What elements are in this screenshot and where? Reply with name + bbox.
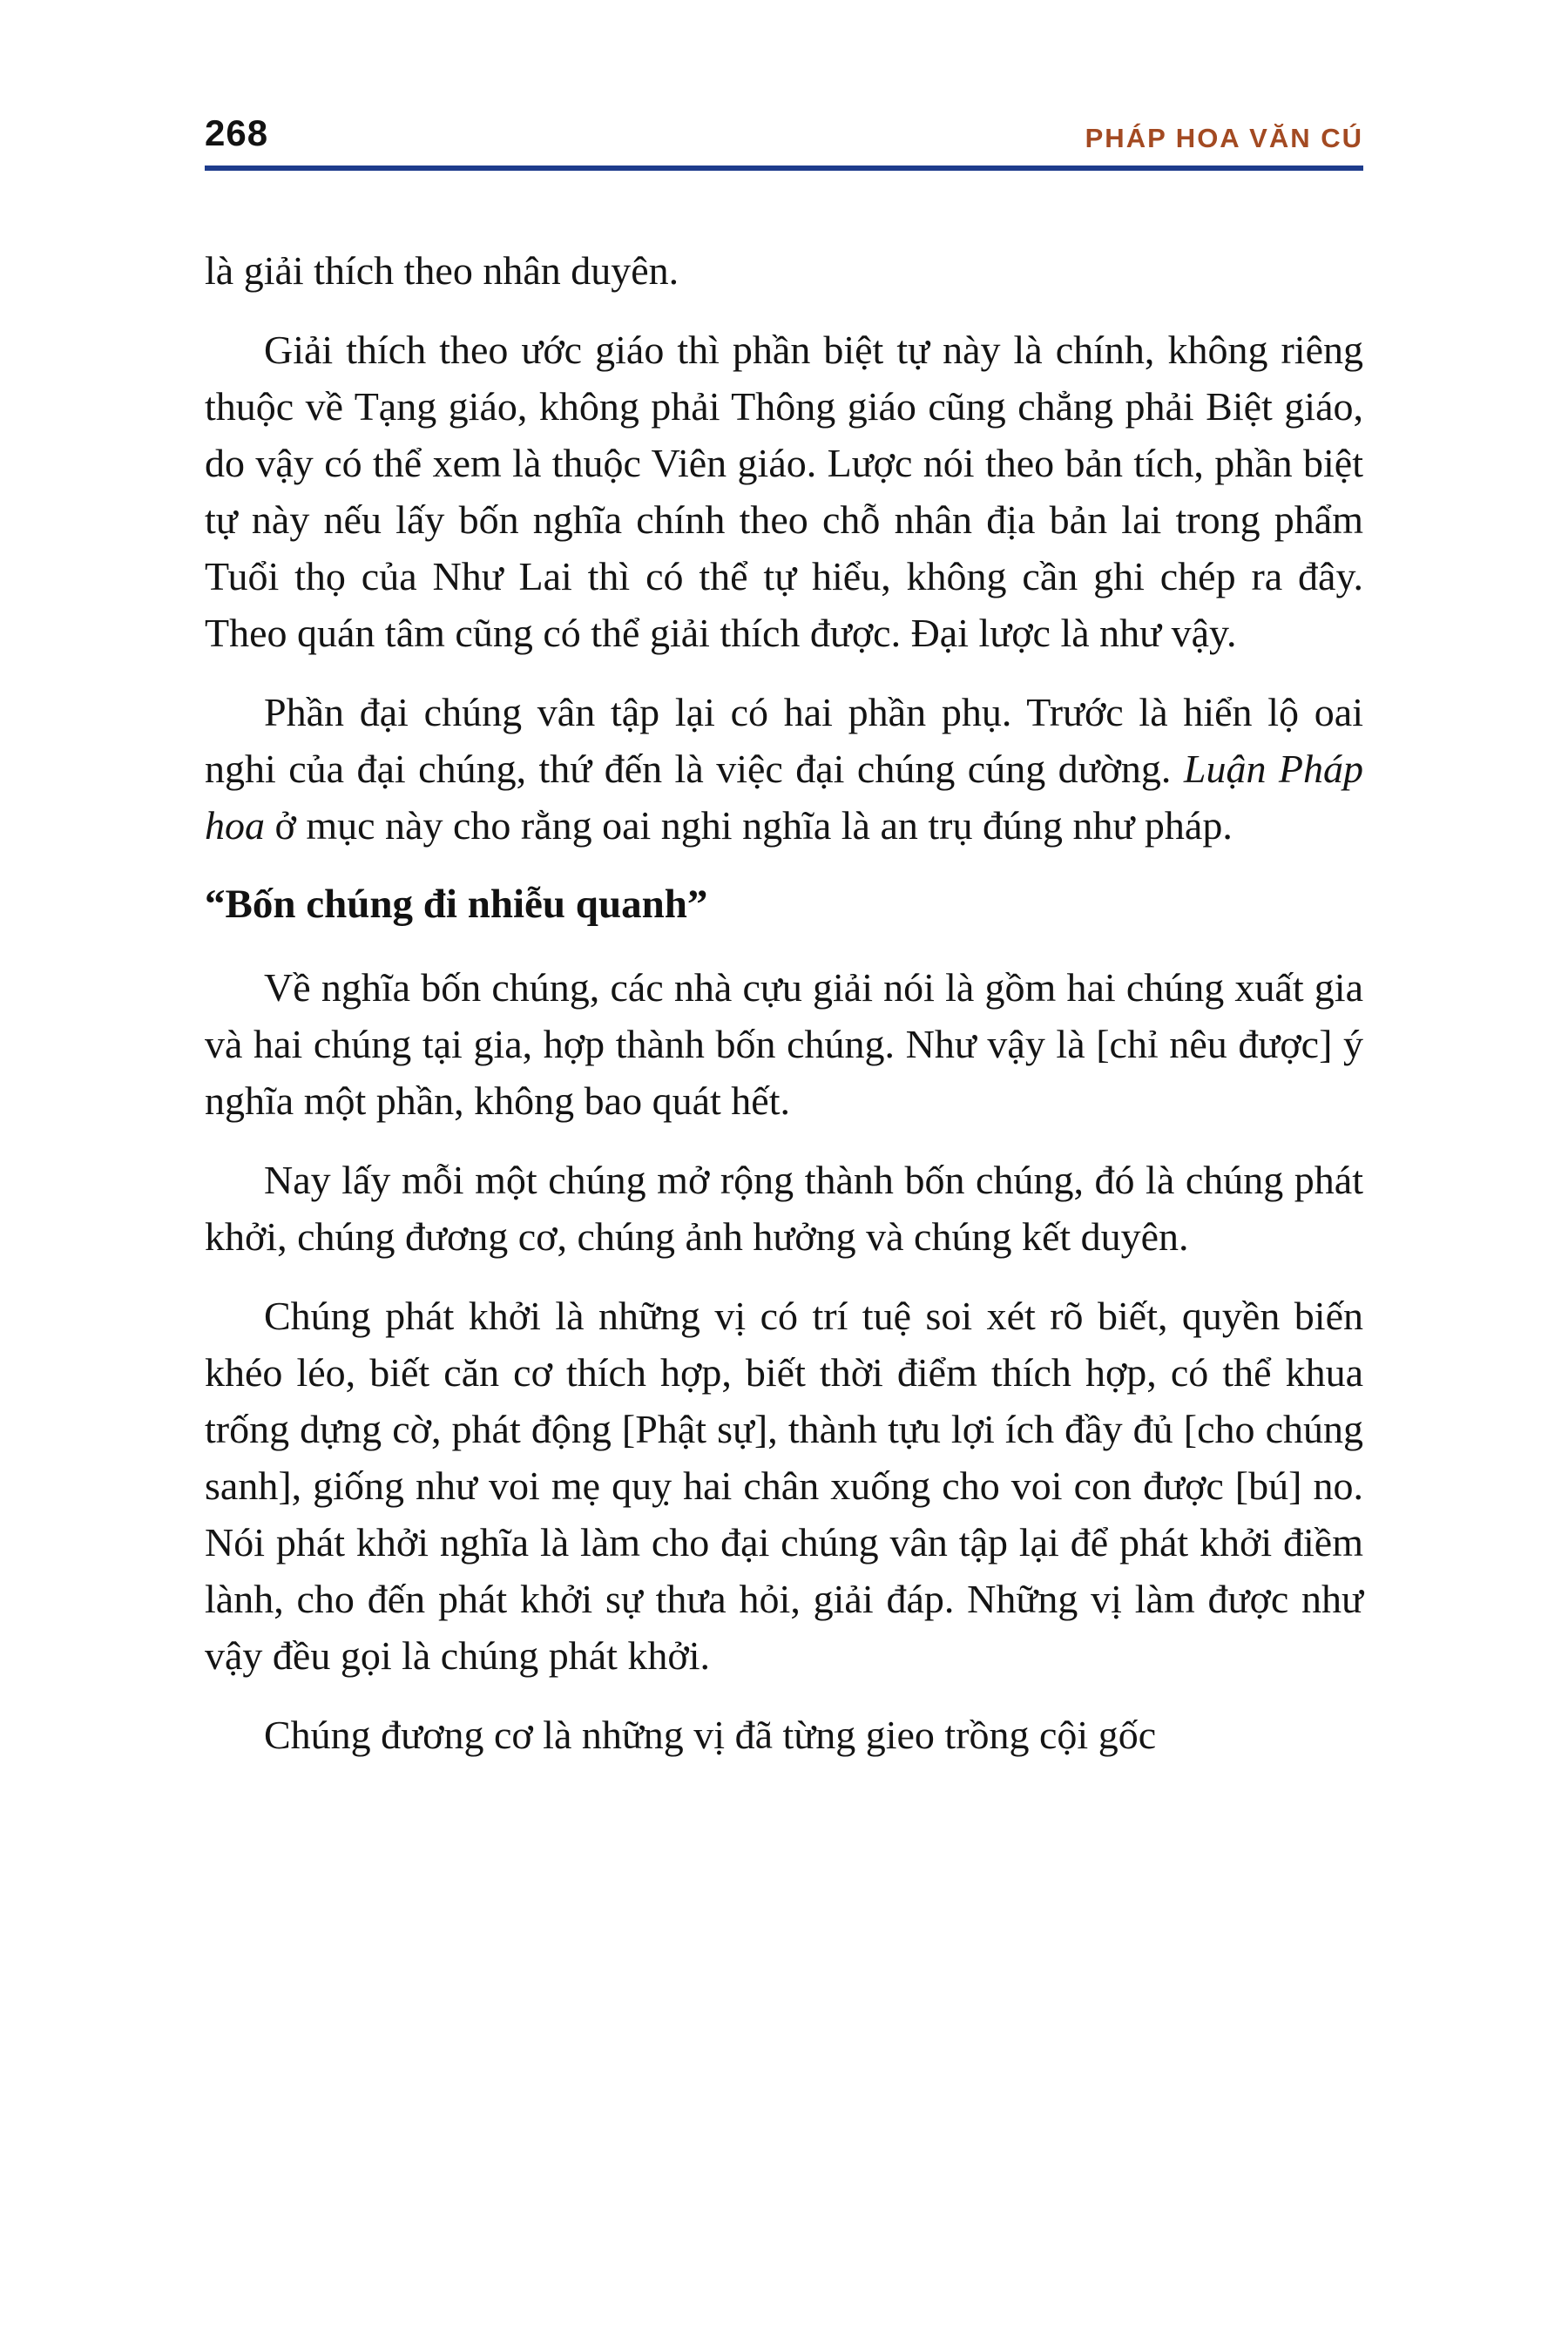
paragraph: Giải thích theo ước giáo thì phần biệt tự này là chính, không riêng thuộc về Tạng giáo, không phải Thông giáo cũng chẳng phải Biệt giáo, do vậy có thể xem là thuộc Viên giáo. Lược nói theo bản tích, phần biệt tự này nếu lấy bốn nghĩa chính theo chỗ nhân địa bản lai trong phẩm Tuổi thọ của Như Lai thì có thể tự hiểu, không cần ghi chép ra đây. Theo quán tâm cũng có thể giải thích được. Đại lược là như vậy. [205, 328, 1363, 655]
paragraph-continued: là giải thích theo nhân duyên. [205, 248, 679, 293]
paragraph: Chúng phát khởi là những vị có trí tuệ soi xét rõ biết, quyền biến khéo léo, biết căn cơ thích hợp, biết thời điểm thích hợp, có thể khua trống dựng cờ, phát động [Phật sự], thành tựu lợi ích đầy đủ [cho chúng sanh], giống như voi mẹ quỵ hai chân xuống cho voi con được [bú] no. Nói phát khởi nghĩa là làm cho đại chúng vân tập lại để phát khởi điềm lành, cho đến phát khởi sự thưa hỏi, giải đáp. Những vị làm được như vậy đều gọi là chúng phát khởi. [205, 1294, 1363, 1678]
paragraph: Về nghĩa bốn chúng, các nhà cựu giải nói là gồm hai chúng xuất gia và hai chúng tại gia, hợp thành bốn chúng. Như vậy là [chỉ nêu được] ý nghĩa một phần, không bao quát hết. [205, 965, 1363, 1123]
book-title-italic: Luận Pháp hoa [205, 747, 1363, 848]
paragraph-text: Phần đại chúng vân tập lại có hai phần phụ. Trước là hiển lộ oai nghi của đại chúng, thứ đến là việc đại chúng cúng dường. [205, 690, 1363, 791]
section-heading: “Bốn chúng đi nhiễu quanh” [205, 882, 708, 927]
running-title: PHÁP HOA VĂN CÚ [1085, 123, 1363, 153]
header-rule-divider [205, 166, 1363, 171]
paragraph-text: ở mục này cho rằng oai nghi nghĩa là an trụ đúng như pháp. [265, 803, 1233, 848]
paragraph-continues-next-page: Chúng đương cơ là những vị đã từng gieo trồng cội gốc [264, 1713, 1157, 1757]
paragraph: Nay lấy mỗi một chúng mở rộng thành bốn chúng, đó là chúng phát khởi, chúng đương cơ, chúng ảnh hưởng và chúng kết duyên. [205, 1158, 1363, 1259]
page-number: 268 [205, 112, 269, 153]
page-body [205, 242, 1363, 1763]
paragraph-with-book-title [205, 684, 1363, 854]
page-header [205, 112, 1363, 153]
